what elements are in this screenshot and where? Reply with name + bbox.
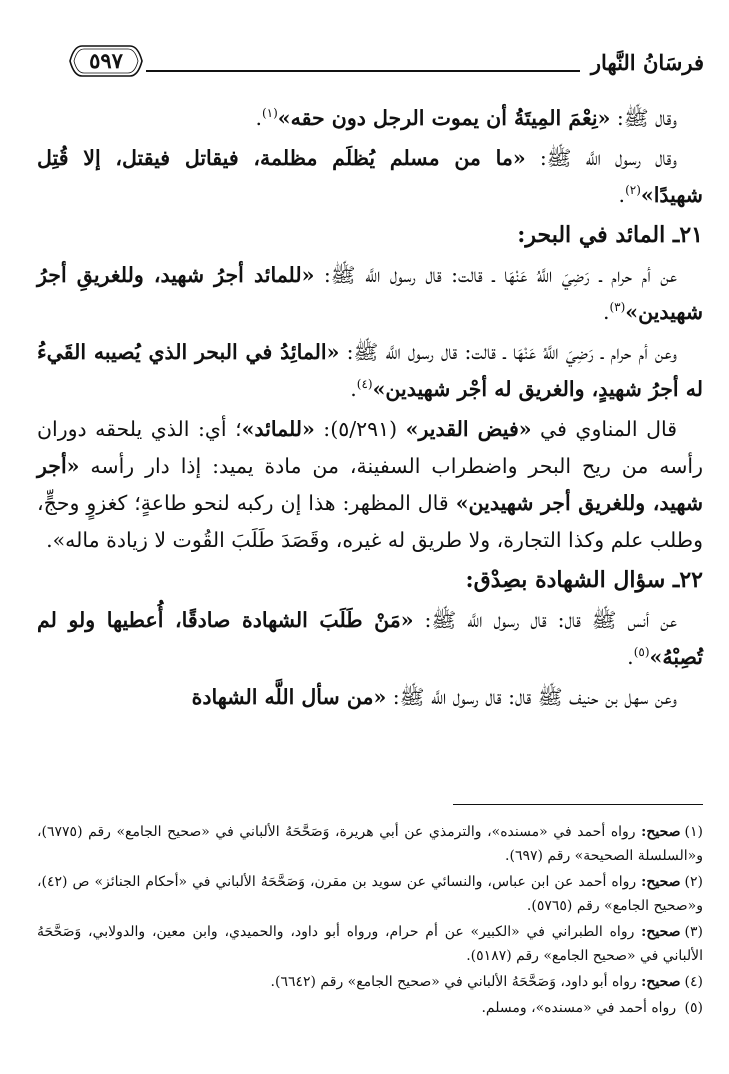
page-number: ٥٩٧	[89, 48, 123, 73]
text-run: وقال رسول اللَّه ﷺ:	[525, 146, 678, 170]
paragraph-1	[37, 100, 703, 137]
hadith-quote: «نِعْمَ المِيتَةُ أن يموت الرجل دون حقه»	[277, 106, 611, 130]
footnote-grade: صحيح:	[641, 824, 681, 840]
text-run: عن أم حرام ـ رَضِيَ اللَّهُ عَنْهَا ـ قالت: قال رسول اللَّه ﷺ:	[314, 263, 677, 287]
page-number-frame	[68, 44, 144, 78]
quoted-term: «أجر شهيد، وللغريق أجر شهيدين»	[37, 454, 703, 515]
running-header	[68, 42, 704, 88]
text-run: وقال ﷺ:	[610, 106, 677, 130]
footnote	[37, 870, 703, 918]
text-run: .	[350, 377, 357, 401]
paragraph-7	[37, 679, 703, 716]
footnote-text: رواه أحمد في «مسنده»، والترمذي عن أبي هريرة، وَصَحَّحَهُ الألباني في «صحيح الجامع» رقم (٦٧٧٥)، و«السلسلة الصحيحة» رقم (٦٩٧).	[37, 824, 703, 864]
hadith-quote: «مَنْ طَلَبَ الشهادة صادقًا، أُعطيها ولو لم تُصِبْهُ»	[37, 608, 703, 669]
paragraph-5	[37, 411, 703, 559]
header-title: فرسَانُ النَّهار	[590, 50, 704, 75]
footnote-grade: صحيح:	[641, 924, 681, 940]
text-run: .	[627, 645, 634, 669]
footnote-number: (٣)	[684, 924, 703, 940]
hadith-quote: «للمائد أجرُ شهيد، وللغريقِ أجرُ شهيدين»	[37, 263, 703, 324]
footnote-ref[interactable]: (٤)	[356, 377, 373, 392]
text-run: (٥/٢٩١):	[314, 417, 406, 441]
paragraph-2	[37, 140, 703, 214]
text-run: .	[255, 106, 262, 130]
book-title: «فيض القدير»	[405, 417, 532, 441]
footnote-number: (٤)	[684, 974, 703, 990]
footnote-number: (٥)	[684, 1000, 703, 1016]
main-text	[37, 100, 703, 719]
header-rule	[146, 70, 580, 72]
footnote-number: (٢)	[684, 874, 703, 890]
paragraph-3	[37, 257, 703, 331]
footnote-ref[interactable]: (٢)	[625, 183, 641, 198]
text-run: .	[602, 300, 610, 324]
footnote-grade: صحيح:	[641, 974, 681, 990]
footnote-text: رواه الطبراني في «الكبير» عن أم حرام، ورواه أبو داود، والحميدي، وابن معين، والدولابي، وَصَحَّحَهُ الألباني في «صحيح الجامع» رقم (٥١٨٧).	[37, 924, 703, 964]
hadith-quote: «من سأل اللَّه الشهادة	[191, 685, 387, 709]
text-run: .	[618, 183, 626, 207]
text-run: ؛ أي: الذي يلحقه دوران رأسه من ريح البحر واضطراب السفينة، من مادة يميد: إذا دار رأسه	[37, 417, 703, 478]
footnote-grade: صحيح:	[641, 874, 681, 890]
footnote-text: رواه أحمد عن ابن عباس، والنسائي عن سويد بن مقرن، وَصَحَّحَهُ الألباني في «أحكام الجنائز» ص (٤٢)، و«صحيح الجامع» رقم (٥٧٦٥).	[37, 874, 703, 914]
text-run: قال المظهر: هذا إن ركبه لنحو طاعةٍ؛ كغزوٍ وحجٍّ، وطلب علم وكذا التجارة، ولا طريق له غيره، وقَصَدَ طَلَبَ القُوت لا زيادة ماله».	[37, 491, 703, 552]
footnotes	[37, 820, 703, 1022]
text-run: قال المناوي في	[531, 417, 678, 441]
text-run: وعن سهل بن حنيف ﷺ قال: قال رسول اللَّه ﷺ:	[386, 685, 677, 709]
section-heading-22: ٢٢ـ سؤال الشهادة بصِدْق:	[465, 567, 703, 593]
paragraph-6	[37, 602, 703, 676]
text-run: عن أنس ﷺ قال: قال رسول اللَّه ﷺ:	[413, 608, 677, 632]
footnote	[37, 820, 703, 868]
footnote-ref[interactable]: (٥)	[633, 645, 650, 660]
footnote-text: رواه أبو داود، وَصَحَّحَهُ الألباني في «صحيح الجامع» رقم (٦٦٤٢).	[270, 974, 642, 990]
footnote	[37, 996, 703, 1020]
section-heading-21: ٢١ـ المائد في البحر:	[517, 222, 703, 248]
footnote-separator	[453, 804, 703, 805]
paragraph-4	[37, 334, 703, 408]
footnote-ref[interactable]: (١)	[261, 106, 278, 121]
footnote	[37, 970, 703, 994]
footnote	[37, 920, 703, 968]
footnote-number: (١)	[684, 824, 703, 840]
quoted-term: «للمائد»	[241, 417, 315, 441]
text-run: وعن أم حرام ـ رَضِيَ اللَّهُ عَنْهَا ـ قالت: قال رسول اللَّه ﷺ:	[339, 340, 677, 364]
footnote-ref[interactable]: (٣)	[609, 300, 626, 315]
hadith-quote: «ما من مسلم يُظلَم مظلمة، فيقاتل فيقتل، إلا قُتِل شهيدًا»	[37, 146, 703, 207]
footnote-text: رواه أحمد في «مسنده»، ومسلم.	[481, 1000, 681, 1016]
hadith-quote: «المائِدُ في البحر الذي يُصيبه القَيءُ له أجرُ شهيدٍ، والغريق له أجْر شهيدين»	[37, 340, 703, 401]
